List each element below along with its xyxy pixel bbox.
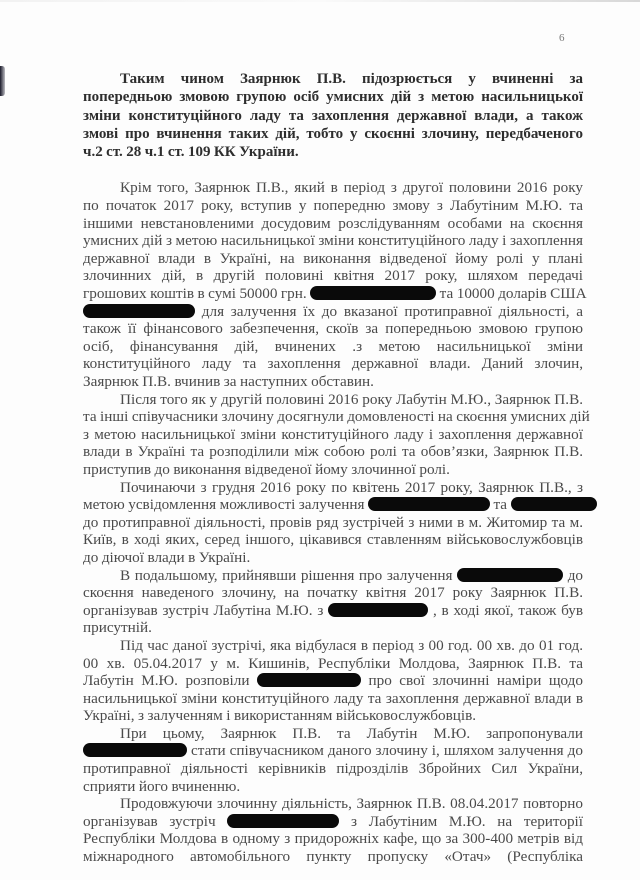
text-line: до діючої влади в Україні. (83, 548, 251, 566)
text-fragment: стати співучасником даного злочину і, шляхом залучення до (191, 742, 583, 760)
body-paragraph (83, 637, 583, 725)
text-fragment: та (493, 496, 508, 514)
text-fragment: організував зустріч Лабутіна М.Ю. з (83, 601, 324, 619)
summary-line: попередньою змовою групою осіб умисних дій з метою насильницької (83, 89, 583, 106)
summary-line: ч.2 ст. 28 ч.1 ст. 109 КК України. (83, 144, 299, 161)
redaction-block (227, 814, 339, 828)
text-line-with-redaction (83, 672, 583, 690)
text-fragment: грошових коштів в сумі 50000 грн. (83, 285, 307, 303)
text-line-with-redaction (83, 742, 583, 760)
text-fragment: організував зустріч (83, 812, 216, 830)
text-line: насильницької зміни конституційного ладу та захоплення державної влади в (83, 689, 583, 707)
text-fragment: з Лабутіним М.Ю. на території (351, 812, 583, 830)
text-line: Продовжуючи злочинну діяльність, Заярнюк П.В. 08.04.2017 повторно (120, 795, 583, 813)
body-paragraph (83, 725, 583, 795)
text-line-with-redaction (83, 813, 583, 831)
text-line: також її фінансового забезпечення, скоїв за попередньою змовою групою (83, 320, 583, 338)
text-line: Україні, з залученням і використанням військовослужбовців. (83, 707, 477, 725)
text-fragment: метою усвідомлення можливості залучення (83, 496, 365, 514)
text-line-with-redaction (83, 602, 583, 620)
text-line: протиправної діяльності керівників підрозділів Збройних Сил України, (83, 760, 583, 778)
text-fragment: Лабутін М.Ю. розповіли (83, 672, 250, 690)
page-number: 6 (559, 32, 565, 44)
text-line: Під час даної зустрічі, яка відбулася в період з 00 год. 00 хв. до 01 год. (120, 636, 583, 654)
text-line: до протиправної діяльності, провів ряд зустрічей з ними в м. Житомир та м. (83, 513, 583, 531)
text-line: конституційного ладу та захоплення державної влади. Даний злочин, (83, 355, 583, 373)
body-paragraph (83, 567, 583, 637)
redaction-block (328, 603, 428, 617)
text-line: Крім того, Заярнюк П.В., який в період з другої половини 2016 року (120, 179, 583, 197)
text-line-with-redaction (83, 567, 583, 585)
text-line: та інші співучасники злочину досягнули домовленості на скоєння умисних дій (83, 408, 590, 426)
document-body (83, 70, 590, 866)
redaction-block (83, 304, 195, 318)
text-line: присутній. (83, 619, 152, 637)
text-fragment: до (567, 566, 584, 584)
body-paragraph (83, 795, 583, 865)
text-fragment: для залучення їх до вказаної протиправної діяльності, а (201, 302, 583, 320)
text-line: Заярнюк П.В. вчинив за наступних обставин. (83, 373, 374, 391)
text-line: державної влади в Україні, на виконання відведеної йому ролі у плані (83, 249, 583, 267)
text-line: злочинних дій, в другій половині квітня 2017 року, шляхом передачі (83, 267, 583, 285)
text-fragment: та 10000 доларів США (439, 285, 587, 303)
scan-edge (0, 0, 640, 2)
redaction-block (368, 497, 490, 511)
text-line: Після того як у другій половині 2016 року Лабутін М.Ю., Заярнюк П.В. (120, 390, 583, 408)
text-line-with-redaction (83, 285, 587, 303)
summary-line: зміни конституційного ладу та захоплення державної влади, а також (83, 107, 583, 124)
body-paragraph (83, 479, 583, 567)
text-fragment: , в ході якої, також був (432, 601, 583, 619)
text-line: При цьому, Заярнюк П.В. та Лабутін М.Ю. запропонували (120, 724, 583, 742)
text-line: приступив до виконання відведеної йому злочинної ролі. (83, 460, 450, 478)
text-line: влади в Україні та розподілили між собою ролі та обов’язки, Заярнюк П.В. (83, 443, 583, 461)
body-paragraph (83, 179, 587, 391)
text-line: з метою насильницької зміни конституційного ладу і захоплення державної (83, 425, 583, 443)
redaction-block (310, 286, 436, 300)
text-fragment: про свої злочинні наміри щодо (368, 672, 583, 690)
text-fragment: В подальшому, прийнявши рішення про залучення (120, 566, 453, 584)
redaction-block (457, 568, 563, 582)
text-line-with-redaction (83, 496, 583, 514)
text-line: міжнародного автомобільного пункту пропуску «Отач» (Республіка (83, 848, 583, 866)
scan-artifact (0, 66, 5, 96)
body-paragraph (83, 390, 590, 479)
text-line: Київ, в ході яких, серед іншого, цікавився ставленням військовослужбовців (83, 531, 583, 549)
summary-paragraph (83, 70, 583, 161)
redaction-block (257, 673, 361, 687)
text-line: умисних дій з метою насильницької зміни конституційного ладу і захоплення (83, 232, 583, 250)
redaction-block (511, 497, 597, 511)
text-line-with-redaction (83, 303, 583, 321)
text-line: Республіки Молдова в одному з придорожніх кафе, що за 300-400 метрів від (83, 830, 583, 848)
summary-line: Таким чином Заярнюк П.В. підозрюється у вчиненні за (120, 71, 583, 87)
text-line: 00 хв. 05.04.2017 у м. Кишинів, Республіки Молдова, Заярнюк П.В. та (83, 654, 583, 672)
redaction-block (83, 743, 187, 757)
text-line: осіб, фінансування дій, вчинених .з метою насильницької зміни (83, 337, 583, 355)
text-line: по початок 2017 року, вступив у попередню змову з Лабутіним М.Ю. та (83, 197, 583, 215)
text-line: Починаючи з грудня 2016 року по квітень 2017 року, Заярнюк П.В., з (120, 478, 583, 496)
text-line: сприяти його вчиненню. (83, 777, 241, 795)
summary-line: змові про вчинення таких дій, тобто у скоєнні злочину, передбаченого (83, 125, 583, 142)
text-line: скоєння наведеного злочину, на початку квітня 2017 року Заярнюк П.В. (83, 584, 583, 602)
text-line: іншими невстановленими досудовим розслідуванням особами на скоєння (83, 214, 583, 232)
